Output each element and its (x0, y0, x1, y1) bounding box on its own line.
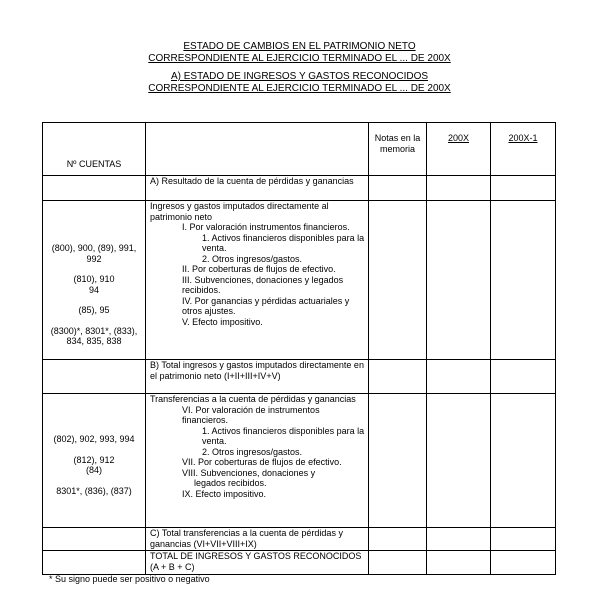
group2-title: Transferencias a la cuenta de pérdidas y ganancias (150, 394, 356, 404)
header-cuentas: Nº CUENTAS (43, 123, 146, 176)
header-year: 200X (427, 123, 491, 176)
document-titles (0, 41, 599, 95)
year-cell (427, 551, 491, 575)
cuenta-code: (8300)*, 8301*, (833), 834, 835, 838 (50, 325, 138, 346)
title-line-4: CORRESPONDIENTE AL EJERCICIO TERMINADO EL ... DE 200X (148, 83, 451, 94)
notas-cell (369, 394, 427, 528)
table-row (43, 528, 556, 551)
row-a-description: A) Resultado de la cuenta de pérdidas y ganancias (146, 176, 369, 201)
item-viii-cont: legados recibidos. (194, 478, 267, 488)
prev-year-cell (491, 551, 556, 575)
notas-cell (369, 528, 427, 551)
cuentas-cell (43, 360, 146, 394)
notas-cell (369, 176, 427, 201)
cuentas-cell (43, 201, 146, 360)
row-total-description: TOTAL DE INGRESOS Y GASTOS RECONOCIDOS (A + B + C) (146, 551, 369, 575)
header-prev-year: 200X-1 (491, 123, 556, 176)
cuenta-code: 94 (88, 284, 99, 295)
year-cell (427, 201, 491, 360)
item-vi-2: 2. Otros ingresos/gastos. (202, 446, 303, 457)
cuentas-cell (43, 528, 146, 551)
header-notas: Notas en la memoria (369, 123, 427, 176)
header-description (146, 123, 369, 176)
title-line-3: A) ESTADO DE INGRESOS Y GASTOS RECONOCIDOS (170, 71, 429, 82)
cuenta-code: 8301*, (836), (837) (56, 485, 132, 496)
notas-cell (369, 551, 427, 575)
notas-cell (369, 201, 427, 360)
item-i-1: 1. Activos financieros disponibles para la venta. (202, 232, 365, 253)
notas-cell (369, 360, 427, 394)
item-vi-1: 1. Activos financieros disponibles para la venta. (202, 425, 365, 446)
table-row (43, 360, 556, 394)
item-ii: II. Por coberturas de flujos de efectivo. (182, 264, 336, 274)
footnote: * Su signo puede ser positivo o negativo (49, 574, 210, 584)
group1-description (146, 201, 369, 360)
table-row (43, 201, 556, 360)
prev-year-cell (491, 394, 556, 528)
cuenta-code: (802), 902, 993, 994 (53, 434, 135, 444)
prev-year-cell (491, 528, 556, 551)
prev-year-cell (491, 176, 556, 201)
item-i-2: 2. Otros ingresos/gastos. (202, 253, 303, 264)
title-line-2: CORRESPONDIENTE AL EJERCICIO TERMINADO EL ... DE 200X (148, 53, 451, 64)
item-viii: VIII. Subvenciones, donaciones y (182, 467, 316, 478)
year-cell (427, 176, 491, 201)
table-row (43, 176, 556, 201)
item-iv: IV. Por ganancias y pérdidas actuariales y otros ajustes. (182, 295, 350, 316)
group2-description (146, 394, 369, 528)
group1-title: Ingresos y gastos imputados directamente al patrimonio neto (150, 201, 329, 222)
cuenta-code: (85), 95 (78, 305, 110, 315)
cuentas-cell (43, 176, 146, 201)
item-vi: VI. Por valoración de instrumentos financieros. (182, 404, 320, 425)
cuenta-code: (810), 910 (73, 274, 115, 284)
table-row (43, 394, 556, 528)
table-row (43, 551, 556, 575)
item-ix: IX. Efecto impositivo. (182, 488, 267, 499)
year-cell (427, 528, 491, 551)
cuenta-code: (812), 912 (73, 454, 115, 465)
cuentas-cell (43, 394, 146, 528)
year-cell (427, 394, 491, 528)
title-line-1: ESTADO DE CAMBIOS EN EL PATRIMONIO NETO (183, 41, 416, 52)
cuenta-code: (800), 900, (89), 991, 992 (51, 243, 137, 264)
cuenta-code: (84) (85, 465, 102, 475)
table-header-row (43, 123, 556, 176)
prev-year-cell (491, 360, 556, 394)
year-cell (427, 360, 491, 394)
item-iii: III. Subvenciones, donaciones y legados recibidos. (182, 274, 344, 295)
prev-year-cell (491, 201, 556, 360)
cuentas-cell (43, 551, 146, 575)
income-expense-table (42, 122, 556, 575)
row-b-description: B) Total ingresos y gastos imputados directamente en el patrimonio neto (I+II+III+IV+V) (146, 360, 369, 394)
row-c-description: C) Total transferencias a la cuenta de pérdidas y ganancias (VI+VII+VIII+IX) (146, 528, 369, 551)
item-vii: VII. Por coberturas de flujos de efectivo. (182, 457, 342, 467)
item-i: I. Por valoración instrumentos financieros. (182, 222, 350, 232)
item-v: V. Efecto impositivo. (182, 316, 263, 327)
